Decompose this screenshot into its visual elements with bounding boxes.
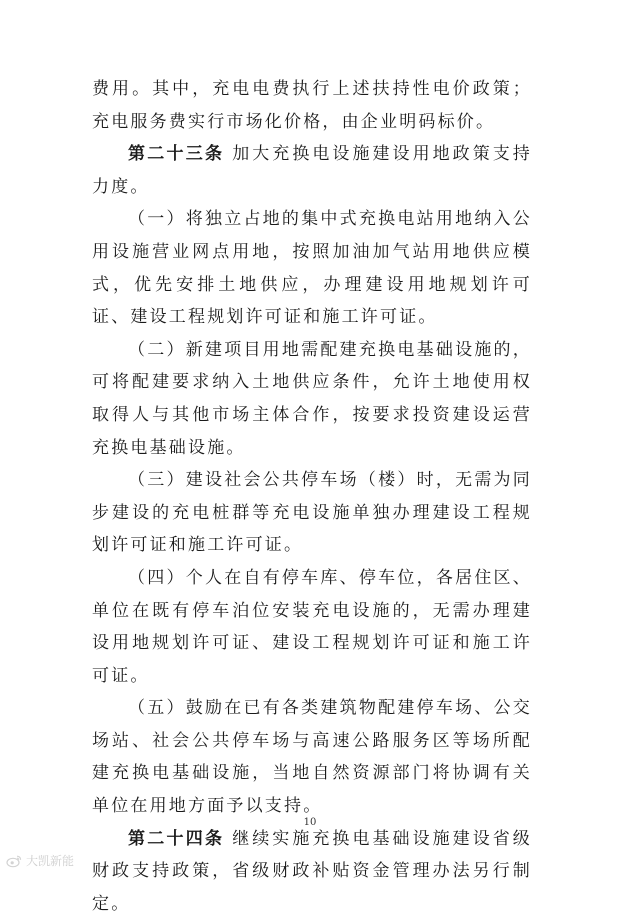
paragraph-item-1 [92,203,532,333]
paragraph-text: （四）个人在自有停车库、停车位，各居住区、单位在既有停车泊位安装充电设施的，无需办理建设用地规划许可证、建设工程规划许可证和施工许可证。 [92,567,532,686]
paragraph-text: （三）建设社会公共停车场（楼）时，无需为同步建设的充电桩群等充电设施单独办理建设工程规划许可证和施工许可证。 [92,470,532,556]
paragraph-item-2 [92,334,532,464]
paragraph-item-4 [92,562,532,692]
paragraph-p1 [92,73,532,138]
paragraph-text: （二）新建项目用地需配建充换电基础设施的，可将配建要求纳入土地供应条件，允许土地使用权取得人与其他市场主体合作，按要求投资建设运营充换电基础设施。 [92,339,532,458]
article-number: 第二十四条 [128,828,225,849]
paragraph-text: （五）鼓励在已有各类建筑物配建停车场、公交场站、社会公共停车场与高速公路服务区等场所配建充换电基础设施，当地自然资源部门将协调有关单位在用地方面予以支持。 [92,698,532,817]
paragraph-article-24 [92,823,532,920]
paragraph-item-5 [92,692,532,822]
watermark [6,852,74,869]
paragraph-text: 费用。其中，充电电费执行上述扶持性电价政策；充电服务费实行市场化价格，由企业明码标价。 [92,79,532,132]
paragraph-text: 加大充换电设施建设用地政策支持力度。 [92,144,533,197]
page-number: 10 [303,817,317,828]
weibo-icon [6,854,22,868]
article-number: 第二十三条 [128,144,225,165]
document-body [92,73,532,920]
paragraph-text: 继续实施充换电基础设施建设省级财政支持政策，省级财政补贴资金管理办法另行制定。 [92,828,533,914]
paragraph-text: （一）将独立占地的集中式充换电站用地纳入公用设施营业网点用地，按照加油加气站用地供应模式，优先安排土地供应，办理建设用地规划许可证、建设工程规划许可证和施工许可证。 [92,209,532,328]
paragraph-item-3 [92,464,532,562]
watermark-label: 大凯新能 [26,854,75,868]
paragraph-article-23 [92,138,532,203]
